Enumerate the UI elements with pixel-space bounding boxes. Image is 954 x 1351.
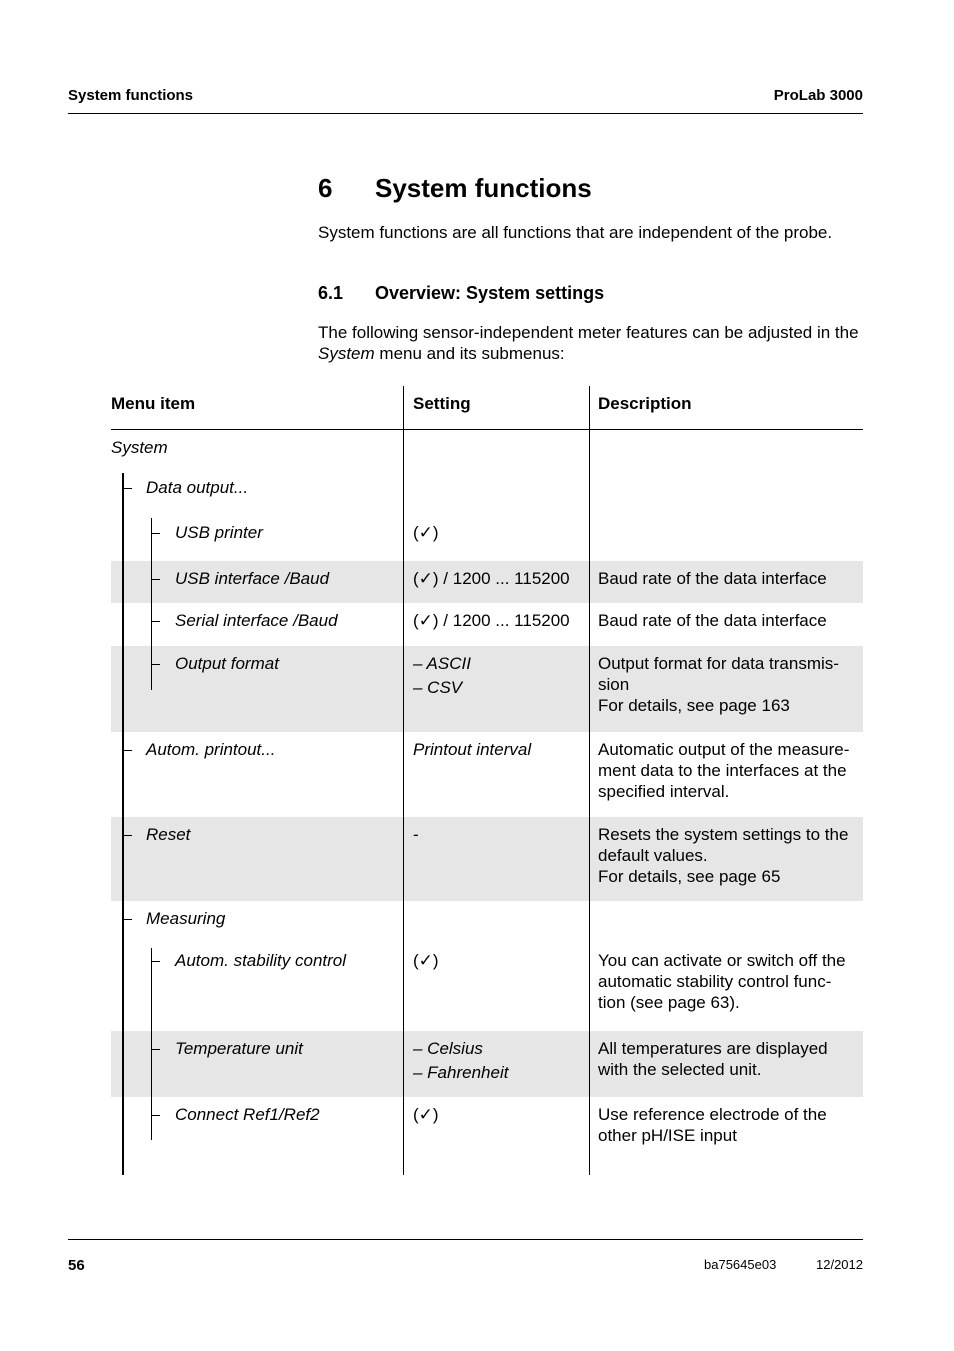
document-id: ba75645e03 bbox=[704, 1257, 777, 1272]
tree-branch-dash bbox=[151, 1115, 160, 1116]
tree-line-level-2 bbox=[151, 518, 152, 690]
tree-line-level-2 bbox=[151, 948, 152, 1140]
section-text-part: The following sensor-independent meter features can be adjusted in the bbox=[318, 323, 859, 342]
description-line: with the selected unit. bbox=[598, 1060, 762, 1079]
header-row-rule bbox=[111, 429, 863, 430]
tree-branch-dash bbox=[151, 579, 160, 580]
menu-item-label: Serial interface /Baud bbox=[175, 611, 338, 630]
running-header-right: ProLab 3000 bbox=[773, 87, 863, 104]
description-line: Baud rate of the data interface bbox=[598, 611, 827, 630]
menu-item-label: System bbox=[111, 438, 168, 457]
chapter-heading bbox=[318, 173, 592, 204]
setting-value: (✓) bbox=[413, 1105, 439, 1124]
description-line: Automatic output of the measure- bbox=[598, 740, 850, 759]
menu-item-label: Autom. stability control bbox=[175, 951, 347, 970]
setting-value: (✓) bbox=[413, 951, 439, 970]
tree-branch-dash bbox=[123, 919, 132, 920]
tree-branch-dash bbox=[151, 961, 160, 962]
description-line: Resets the system settings to the bbox=[598, 825, 849, 844]
description-line: ment data to the interfaces at the bbox=[598, 761, 847, 780]
description-line: Output format for data transmis- bbox=[598, 654, 839, 673]
section-title: Overview: System settings bbox=[375, 283, 605, 303]
tree-branch-dash bbox=[151, 664, 160, 665]
description-line: automatic stability control func- bbox=[598, 972, 832, 991]
tree-branch-dash bbox=[151, 621, 160, 622]
setting-value: – Fahrenheit bbox=[413, 1063, 509, 1082]
header-rule bbox=[68, 113, 863, 114]
column-divider bbox=[403, 386, 404, 1175]
setting-value: - bbox=[413, 825, 419, 844]
description-line: default values. bbox=[598, 846, 708, 865]
document-date: 12/2012 bbox=[816, 1257, 863, 1272]
setting-value: (✓) bbox=[413, 523, 439, 542]
setting-value: (✓) / 1200 ... 115200 bbox=[413, 611, 570, 630]
footer-rule bbox=[68, 1239, 863, 1240]
description-line: other pH/ISE input bbox=[598, 1126, 737, 1145]
description-line: Baud rate of the data interface bbox=[598, 569, 827, 588]
section-text-part: menu and its submenus: bbox=[374, 344, 565, 363]
column-divider bbox=[589, 386, 590, 1175]
section-number: 6.1 bbox=[318, 283, 344, 303]
description-line: tion (see page 63). bbox=[598, 993, 740, 1012]
menu-item-label: USB printer bbox=[175, 523, 263, 542]
description-line: sion bbox=[598, 675, 630, 694]
menu-item-label: Connect Ref1/Ref2 bbox=[175, 1105, 320, 1124]
setting-value: – Celsius bbox=[413, 1039, 483, 1058]
section-text-italic: System bbox=[318, 344, 375, 363]
tree-line-level-1 bbox=[122, 473, 124, 1175]
setting-value: – CSV bbox=[413, 678, 463, 697]
tree-branch-dash bbox=[123, 488, 132, 489]
column-header-description: Description bbox=[598, 394, 692, 413]
intro-text: System functions are all functions that are independent of the probe. bbox=[318, 223, 833, 242]
menu-item-label: Autom. printout... bbox=[146, 740, 276, 759]
column-header-menu-item: Menu item bbox=[111, 394, 196, 413]
tree-branch-dash bbox=[151, 1049, 160, 1050]
menu-item-label: Temperature unit bbox=[175, 1039, 303, 1058]
description-line: You can activate or switch off the bbox=[598, 951, 846, 970]
running-header-left: System functions bbox=[68, 87, 194, 104]
setting-value: – ASCII bbox=[413, 654, 471, 673]
page-number: 56 bbox=[68, 1257, 85, 1274]
menu-item-label: USB interface /Baud bbox=[175, 569, 330, 588]
chapter-title: System functions bbox=[375, 173, 592, 203]
menu-item-label: Measuring bbox=[146, 909, 226, 928]
setting-value: (✓) / 1200 ... 115200 bbox=[413, 569, 570, 588]
section-text bbox=[318, 322, 863, 364]
setting-value: Printout interval bbox=[413, 740, 532, 759]
column-header-setting: Setting bbox=[413, 394, 471, 413]
description-line: Use reference electrode of the bbox=[598, 1105, 827, 1124]
tree-branch-dash bbox=[123, 750, 132, 751]
tree-branch-dash bbox=[151, 533, 160, 534]
description-line: For details, see page 163 bbox=[598, 696, 790, 715]
section-heading bbox=[318, 283, 604, 304]
description-line: All temperatures are displayed bbox=[598, 1039, 828, 1058]
menu-item-label: Reset bbox=[146, 825, 191, 844]
menu-item-label: Output format bbox=[175, 654, 279, 673]
menu-item-label: Data output... bbox=[146, 478, 249, 497]
chapter-number: 6 bbox=[318, 173, 333, 203]
description-line: For details, see page 65 bbox=[598, 867, 781, 886]
description-line: specified interval. bbox=[598, 782, 730, 801]
tree-branch-dash bbox=[123, 835, 132, 836]
